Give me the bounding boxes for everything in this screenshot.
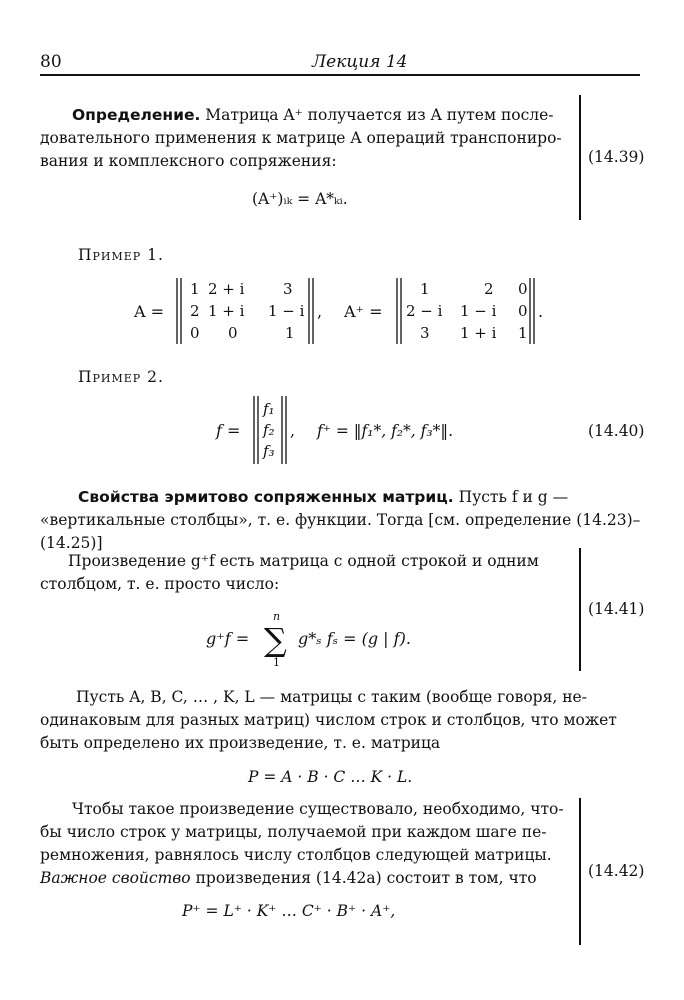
sum-lower: 1 xyxy=(273,656,280,669)
eq-bracket-14-41 xyxy=(579,548,581,671)
condition-paragraph xyxy=(40,798,575,890)
eq-bracket-14-42 xyxy=(579,798,581,945)
sum-formula-rhs: g*ₛ fₛ = (g | f). xyxy=(298,629,411,648)
eq-number-14-42: (14.42) xyxy=(588,862,645,880)
product-line2: одинаковым для разных матриц) числом строк и столбцов, что может xyxy=(40,711,617,729)
example1-lhs1: A = xyxy=(134,302,165,321)
properties-line3: (14.25)] xyxy=(40,534,103,552)
column-entry: f₂ xyxy=(263,421,275,439)
matrix-Aplus-cell: 1 − i xyxy=(460,302,497,320)
product-line1: Пусть A, B, C, … , K, L — матрицы с таким (вообще говоря, не- xyxy=(76,688,587,706)
conjugate-product-formula: P⁺ = L⁺ · K⁺ … C⁺ · B⁺ · A⁺, xyxy=(182,902,396,920)
definition-paragraph xyxy=(40,104,575,173)
condition-line4-italic: Важное свойство xyxy=(40,869,191,887)
condition-line3: ремножения, равнялось числу столбцов следующей матрицы. xyxy=(40,846,552,864)
eq-bracket-14-39 xyxy=(579,95,581,220)
matrix-A-cell: 1 xyxy=(285,324,295,342)
eq-number-14-41: (14.41) xyxy=(588,600,645,618)
properties-line2: «вертикальные столбцы», т. е. функции. Тогда [см. определение (14.23)– xyxy=(40,511,641,529)
example2-comma: , xyxy=(290,421,296,440)
sigma-icon: ∑ xyxy=(264,621,287,659)
example1-lhs2: A⁺ = xyxy=(344,302,383,321)
example1-end: . xyxy=(538,302,544,321)
properties-p2 xyxy=(40,550,575,596)
sum-upper: n xyxy=(273,610,281,623)
definition-text-line2: довательного применения к матрице A операций транспониро- xyxy=(40,129,562,147)
running-title: Лекция 14 xyxy=(312,52,408,72)
product-formula: P = A · B · C … K · L. xyxy=(248,768,413,786)
matrix-A-cell: 0 xyxy=(228,324,238,342)
eq-number-14-40: (14.40) xyxy=(588,422,645,440)
properties-p2-line1: Произведение g⁺f есть матрица с одной строкой и одним xyxy=(68,552,539,570)
matrix-Aplus-cell: 0 xyxy=(518,280,528,298)
definition-formula: (A⁺)ᵢₖ = A*ₖᵢ. xyxy=(252,190,348,208)
matrix-Aplus-cell: 1 + i xyxy=(460,324,497,342)
example1-matrices xyxy=(120,272,580,350)
properties-p2-line2: столбцом, т. е. просто число: xyxy=(40,575,280,593)
properties-line1-tail: Пусть f и g — xyxy=(458,488,569,506)
matrix-A-cell: 0 xyxy=(190,324,200,342)
example1-sep: , xyxy=(317,302,323,321)
example1-label: Пример 1. xyxy=(78,246,164,264)
example2-label: Пример 2. xyxy=(78,368,164,386)
column-entry: f₃ xyxy=(263,442,275,460)
matrix-A-cell: 2 xyxy=(190,302,200,320)
matrix-Aplus-cell: 1 xyxy=(518,324,528,342)
matrix-Aplus-cell: 0 xyxy=(518,302,528,320)
matrix-Aplus-cell: 2 − i xyxy=(406,302,443,320)
matrix-A-cell: 2 + i xyxy=(208,280,245,298)
page-number: 80 xyxy=(40,52,62,72)
condition-line1: Чтобы такое произведение существовало, необходимо, что- xyxy=(72,800,564,818)
matrix-A-cell: 1 + i xyxy=(208,302,245,320)
definition-text-line1: Матрица A⁺ получается из A путем после- xyxy=(205,106,554,124)
properties-paragraph xyxy=(40,486,642,555)
matrix-Aplus-cell: 2 xyxy=(484,280,494,298)
header-rule xyxy=(40,74,640,76)
matrix-Aplus-cell: 3 xyxy=(420,324,430,342)
sum-formula-lhs: g⁺f = xyxy=(206,629,250,648)
properties-heading: Свойства эрмитово сопряженных матриц. xyxy=(78,488,454,506)
definition-text-line3: вания и комплексного сопряжения: xyxy=(40,152,337,170)
matrix-A-cell: 1 − i xyxy=(268,302,305,320)
example2-rhs: f⁺ = ‖f₁*, f₂*, f₃*‖. xyxy=(317,422,453,440)
eq-number-14-39: (14.39) xyxy=(588,148,645,166)
column-entry: f₁ xyxy=(263,400,275,418)
product-line3: быть определено их произведение, т. е. матрица xyxy=(40,734,441,752)
sum-formula xyxy=(200,606,440,670)
condition-line2: бы число строк у матрицы, получаемой при каждом шаге пе- xyxy=(40,823,547,841)
condition-line4-rest: произведения (14.42а) состоит в том, что xyxy=(195,869,537,887)
example2-lhs: f = xyxy=(216,421,241,440)
matrix-Aplus-cell: 1 xyxy=(420,280,430,298)
product-paragraph xyxy=(40,686,642,755)
definition-label: Определение. xyxy=(72,106,201,124)
matrix-A-cell: 3 xyxy=(283,280,293,298)
matrix-A-cell: 1 xyxy=(190,280,200,298)
